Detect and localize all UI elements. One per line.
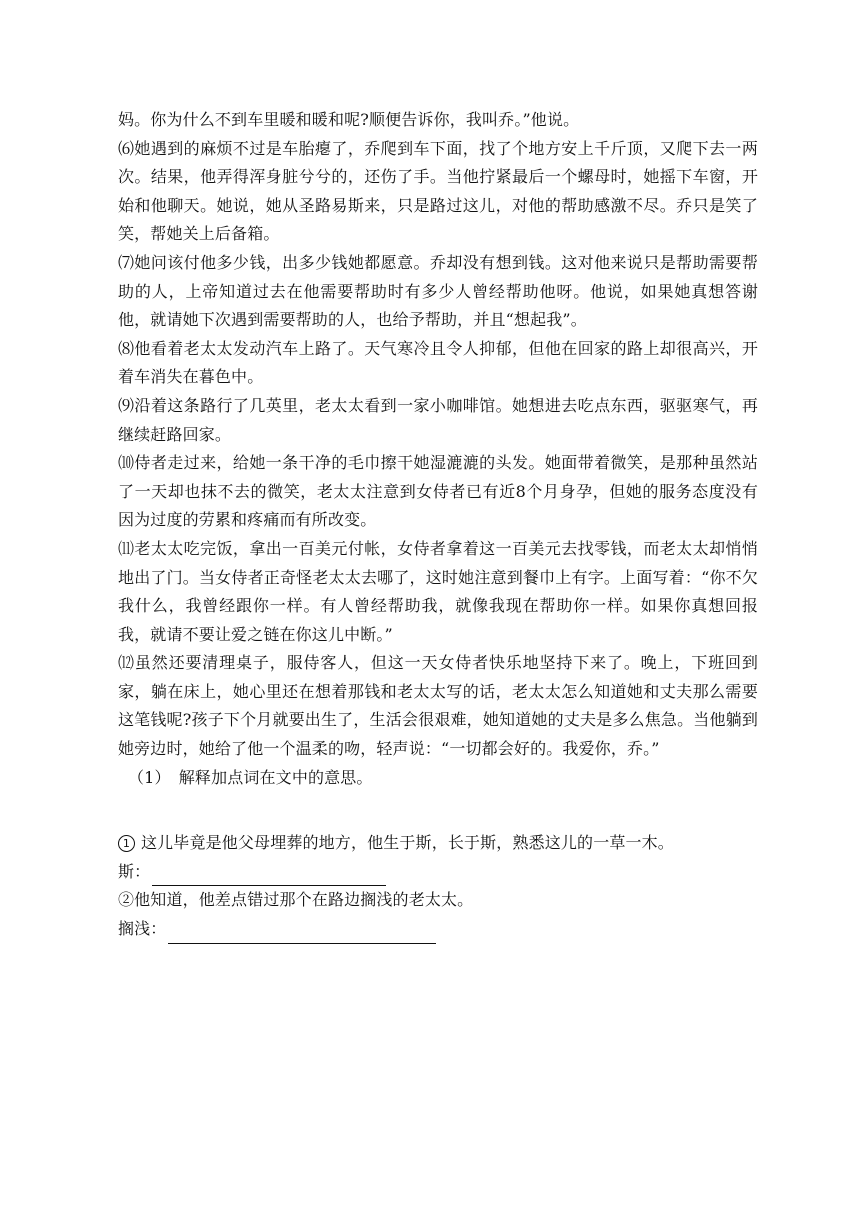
paragraph-10: ⑽侍者走过来，给她一条干净的毛巾擦干她湿漉漉的头发。她面带着微笑，是那种虽然站了一天却也抹不去的微笑，老太太注意到女侍者已有近8个月身孕，但她的服务态度没有因为过度的劳累和疼痛而有所改变。	[118, 453, 758, 530]
answer-row-2	[118, 915, 758, 944]
paragraph-8: ⑻他看着老太太发动汽车上路了。天气寒冷且令人抑郁，但他在回家的路上却很高兴，开着车消失在暮色中。	[118, 338, 758, 387]
paragraph-12: ⑿虽然还要清理桌子，服侍客人，但这一天女侍者快乐地坚持下来了。晚上，下班回到家，躺在床上，她心里还在想着那钱和老太太写的话，老太太怎么知道她和丈夫那么需要这笔钱呢?孩子下个月就要出生了，生活会很艰难，她知道她的丈夫是多么焦急。当他躺到她旁边时，她给了他一个温柔的吻，轻声说：“一切都会好的。我爱你，乔。”	[118, 653, 758, 759]
circled-number-2: ②	[118, 890, 135, 910]
circled-number-1: 1	[118, 835, 135, 852]
question-item-2-sentence: 他知道，他差点错过那个在路边搁浅的老太太。	[134, 890, 474, 910]
question-item-2	[118, 886, 758, 915]
answer-term-1: 斯：	[118, 861, 151, 881]
paragraph-5-ending: 妈。你为什么不到车里暖和暖和呢?顺便告诉你，我叫乔。”他说。	[118, 110, 580, 129]
answer-blank-2[interactable]	[168, 923, 436, 944]
question-item-1	[118, 829, 758, 858]
paragraph-11: ⑾老太太吃完饭，拿出一百美元付帐，女侍者拿着这一百美元去找零钱，而老太太却悄悄地出了门。当女侍者正奇怪老太太去哪了，这时她注意到餐巾上有字。上面写着：“你不欠我什么，我曾经跟你一样。有人曾经帮助我，就像我现在帮助你一样。如果你真想回报我，就请不要让爱之链在你这儿中断。”	[118, 538, 758, 644]
spacer	[118, 792, 758, 829]
question-item-1-sentence: 这儿毕竟是他父母埋葬的地方，他生于斯，长于斯，熟悉这儿的一草一木。	[141, 833, 674, 853]
paragraph-6: ⑹她遇到的麻烦不过是车胎瘪了，乔爬到车下面，找了个地方安上千斤顶，又爬下去一两次。结果，他弄得浑身脏兮兮的，还伤了手。当他拧紧最后一个螺母时，她摇下车窗，开始和他聊天。她说，她从圣路易斯来，只是路过这儿，对他的帮助感激不尽。乔只是笑了笑，帮她关上后备箱。	[118, 138, 758, 244]
paragraph-9: ⑼沿着这条路行了几英里，老太太看到一家小咖啡馆。她想进去吃点东西，驱驱寒气，再继续赶路回家。	[118, 395, 758, 444]
question-1-prompt: （1） 解释加点词在文中的意思。	[128, 767, 373, 787]
document-page	[118, 106, 758, 944]
answer-row-1	[118, 858, 758, 887]
paragraph-7: ⑺她问该付他多少钱，出多少钱她都愿意。乔却没有想到钱。这对他来说只是帮助需要帮助的人，上帝知道过去在他需要帮助时有多少人曾经帮助他呀。他说，如果她真想答谢他，就请她下次遇到需要帮助的人，也给予帮助，并且“想起我”。	[118, 252, 758, 330]
answer-term-2: 搁浅：	[118, 919, 167, 939]
answer-blank-1[interactable]	[152, 865, 386, 886]
